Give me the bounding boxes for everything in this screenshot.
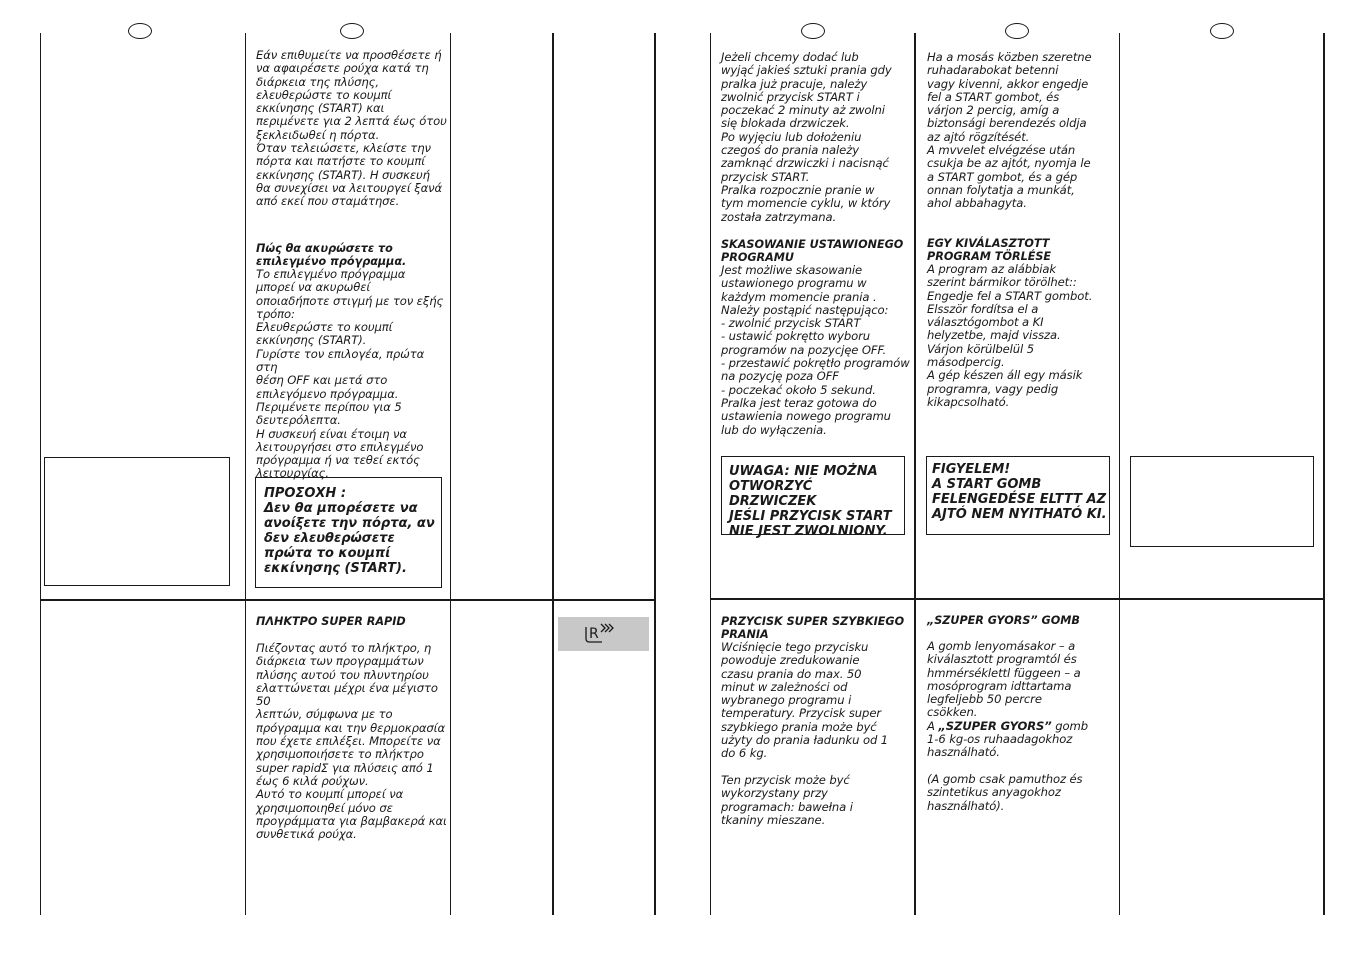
hungarian-super-rapid-text-part2: gomb 1-6 kg-os ruhaadagokhoz használható. (A gomb csak pamuthoz és szintetikus anyagokhoz használható). <box>927 718 1088 813</box>
column-divider <box>40 33 41 915</box>
empty-frame <box>1130 456 1314 547</box>
hungarian-super-rapid-text-part1: A gomb lenyomásakor – a kiválasztott programtól és hmmérséklettl függeen – a mosóprogram idttartama legfeljebb 50 percre csökken. A <box>927 639 1081 733</box>
column-divider <box>450 33 451 915</box>
section-divider <box>710 598 1324 600</box>
polish-cancel-text: Jest możliwe skasowanie ustawionego programu w każdym momencie prania . Należy postąpić następująco: - zwolnić przycisk START - ustawić pokrętto wyboru programów na pozycjęe OFF. - przestawić pokrętło programów na pozycję poza OFF - poczekać około 5 sekund. Pralka jest teraz gotowa do ustawienia nowego programu lub do wyłączenia. <box>721 263 910 437</box>
hungarian-super-rapid-text <box>927 640 1117 813</box>
hungarian-cancel-text: A program az alábbiak szerint bármikor törölhet:: Engedje fel a START gombot. Elsször fordítsa el a választógombot a KI helyzetbe, majd vissza. Várjon körülbelül 5 másodpercig. A gép készen áll egy másik programra, vagy pedig kikapcsolható. <box>927 262 1093 409</box>
greek-cancel-heading: Πώς θα ακυρώσετε το επιλεγμένο πρόγραμμα. <box>256 242 407 268</box>
polish-add-laundry-text: Jeżeli chcemy dodać lub wyjąć jakieś sztuki prania gdy pralka już pracuje, należy zwolnić przycisk START i poczekać 2 minuty aż zwolni się blokada drzwiczek. Po wyjęciu lub dołożeniu czegoś do prania należy zamknąć drzwiczki i nacisnąć przycisk START. Pralka rozpocznie pranie w tym momencie cyklu, w który została zatrzymana. <box>721 50 892 224</box>
greek-add-laundry-text: Εάν επιθυμείτε να προσθέσετε ή να αφαιρέσετε ρούχα κατά τη διάρκεια της πλύσης, ελευθερώστε το κουμπί εκκίνησης (START) και περιμένετε για 2 λεπτά έως ότου ξεκλειδωθεί η πόρτα. Όταν τελειώσετε, κλείστε την πόρτα και πατήστε το κουμπί εκκίνησης (START). Η συσκευή θα συνεχίσει να λειτουργεί ξανά από εκεί που σταμάτησε. <box>256 48 447 209</box>
hungarian-cancel-heading: EGY KIVÁLASZTOTT PROGRAM TÖRLÉSE <box>927 237 1052 263</box>
column-divider <box>1323 33 1325 915</box>
hungarian-warning-text: FIGYELEM! A START GOMB FELENGEDÉSE ELTTT AZ AJTÓ NEM NYITHATÓ KI. <box>932 462 1107 522</box>
hungarian-super-rapid-bold: „SZUPER GYORS” <box>938 718 1052 733</box>
polish-warning-text: UWAGA: NIE MOŻNA OTWORZYĆ DRZWICZEK JEŚLI PRZYCISK START NIE JEST ZWOLNIONY. <box>729 464 892 539</box>
column-divider <box>914 33 916 915</box>
empty-frame <box>44 457 230 586</box>
super-rapid-symbol-icon <box>558 617 649 651</box>
language-marker-circle <box>1005 23 1029 39</box>
greek-super-rapid-text: Πιέζοντας αυτό το πλήκτρο, η διάρκεια των προγραμμάτων πλύσης αυτού του πλυντηρίου ελαττώνεται μέχρι ένα μέγιστο 50 λεπτών, σύμφωνα με το πρόγραμμα και την θερμοκρασία που έχετε επιλέξει. Μπορείτε να χρησιμοποιήσετε το πλήκτρο super rapidΣ για πλύσεις από 1 έως 6 κιλά ρούχων. Αυτό το κουμπί μπορεί να χρησιμοποιηθεί μόνο σε προγράμματα για βαμβακερά και συνθετικά ρούχα. <box>256 641 447 842</box>
column-divider <box>1119 33 1120 915</box>
hungarian-add-laundry-text: Ha a mosás közben szeretne ruhadarabokat betenni vagy kivenni, akkor engedje fel a START gombot, és várjon 2 percig, amíg a biztonsági berendezés oldja az ajtó rögzítését. A mvvelet elvégzése után csukja be az ajtót, nyomja le a START gombot, és a gép onnan folytatja a munkát, ahol abbahagyta. <box>927 50 1092 211</box>
polish-super-rapid-text: Wciśnięcie tego przycisku powoduje zredukowanie czasu prania do max. 50 minut w zależności od wybranego programu i temperatury. Przycisk super szybkiego prania może być użyty do prania ładunku od 1 do 6 kg. Ten przycisk może być wykorzystany przy programach: bawełna i tkaniny mieszane. <box>721 640 889 827</box>
greek-super-rapid-heading: ΠΛΗΚΤΡΟ SUPER RAPID <box>256 615 406 628</box>
greek-warning-text: ΠΡΟΣΟΧΗ : Δεν θα μπορέσετε να ανοίξετε την πόρτα, αν δεν ελευθερώσετε πρώτα το κουμπί εκκίνησης (START). <box>264 486 435 576</box>
svg-text:R: R <box>589 626 599 642</box>
language-marker-circle <box>128 23 152 39</box>
column-divider <box>654 33 656 915</box>
column-divider <box>245 33 246 915</box>
section-divider <box>40 599 655 601</box>
polish-cancel-heading: SKASOWANIE USTAWIONEGO PROGRAMU <box>721 238 904 264</box>
greek-cancel-text: Το επιλεγμένο πρόγραμμα μπορεί να ακυρωθεί οποιαδήποτε στιγμή με τον εξής τρόπο: Ελευθερώστε το κουμπί εκκίνησης (START). Γυρίστε τον επιλογέα, πρώτα στη θέση OFF και μετά στο επιλεγόμενο πρόγραμμα. Περιμένετε περίπου για 5 δευτερόλεπτα. Η συσκευή είναι έτοιμη να λειτουργήσει στο επιλεγμένο πρόγραμμα ή να τεθεί εκτός λειτουργίας. <box>256 267 444 481</box>
column-divider <box>710 33 711 915</box>
language-marker-circle <box>340 23 364 39</box>
polish-super-rapid-heading: PRZYCISK SUPER SZYBKIEGO PRANIA <box>721 615 905 641</box>
column-divider <box>552 33 554 915</box>
language-marker-circle <box>801 23 825 39</box>
hungarian-super-rapid-heading: „SZUPER GYORS” GOMB <box>927 614 1080 627</box>
language-marker-circle <box>1210 23 1234 39</box>
